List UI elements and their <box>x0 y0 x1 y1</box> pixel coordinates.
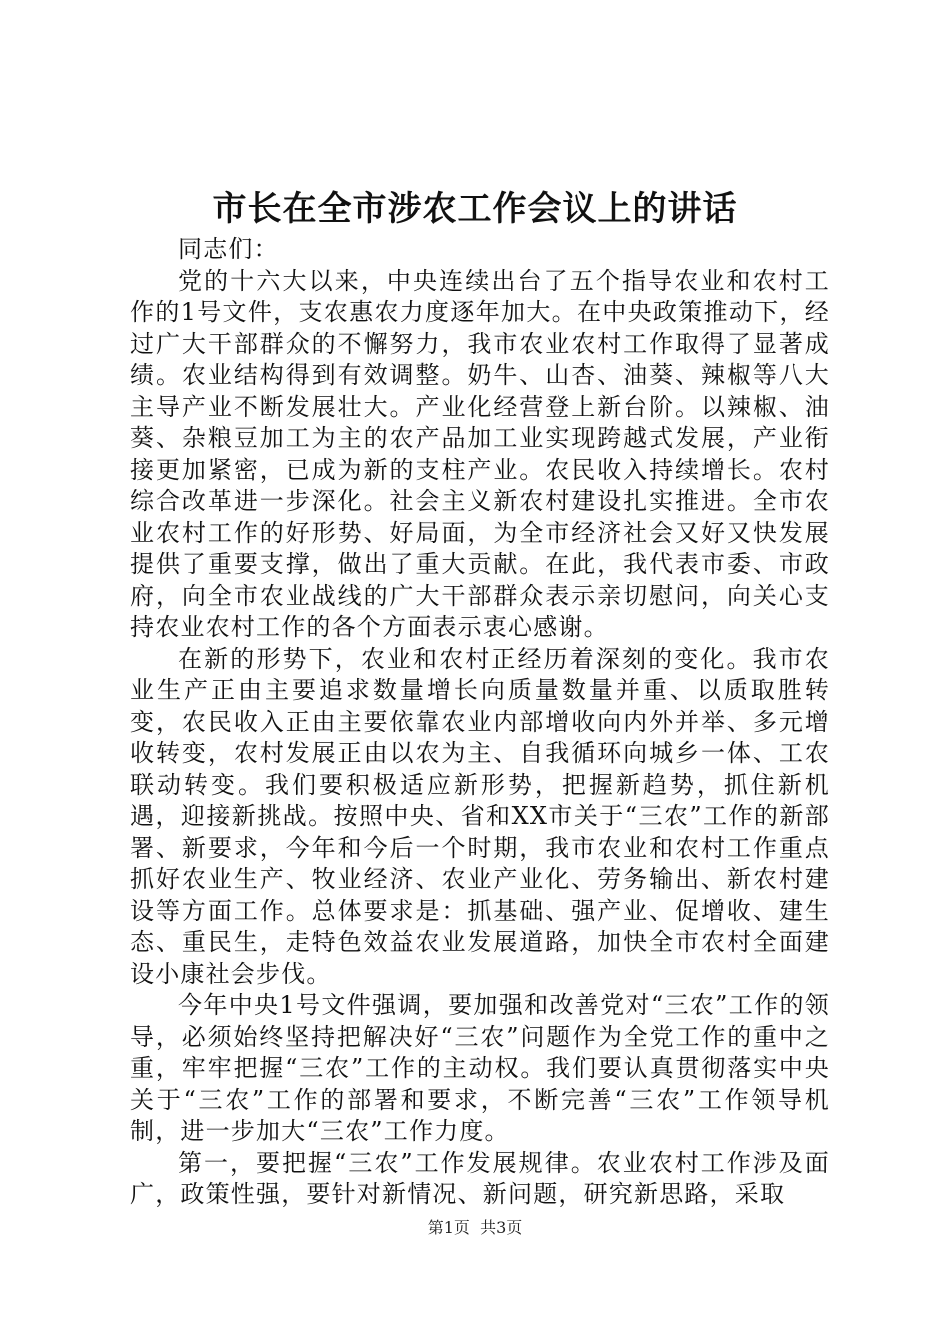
greeting: 同志们： <box>178 235 279 263</box>
paragraph: 党的十六大以来，中央连续出台了五个指导农业和农村工作的1号文件，支农惠农力度逐年加大。在中央政策推动下，经过广大干部群众的不懈努力，我市农业农村工作取得了显著成绩。农业结构得到有效调整。奶牛、山杏、油葵、辣椒等八大主导产业不断发展壮大。产业化经营登上新台阶。以辣椒、油葵、杂粮豆加工为主的农产品加工业实现跨越式发展，产业衔接更加紧密，已成为新的支柱产业。农民收入持续增长。农村综合改革进一步深化。社会主义新农村建设扎实推进。全市农业农村工作的好形势、好局面，为全市经济社会又好又快发展提供了重要支撑，做出了重大贡献。在此，我代表市委、市政府，向全市农业战线的广大干部群众表示亲切慰问，向关心支持农业农村工作的各个方面表示衷心感谢。 <box>130 266 830 641</box>
document-title: 市长在全市涉农工作会议上的讲话 <box>212 189 738 229</box>
paragraph: 第一，要把握“三农”工作发展规律。农业农村工作涉及面广，政策性强，要针对新情况、新问题，研究新思路，采取 <box>130 1148 830 1208</box>
page-number: 第1页 共3页 <box>427 1218 523 1237</box>
paragraph: 在新的形势下，农业和农村正经历着深刻的变化。我市农业生产正由主要追求数量增长向质量数量并重、以质取胜转变，农民收入正由主要依靠农业内部增收向内外并举、多元增收转变，农村发展正由以农为主、自我循环向城乡一体、工农联动转变。我们要积极适应新形势，把握新趋势，抓住新机遇，迎接新挑战。按照中央、省和XX市关于“三农”工作的新部署、新要求，今年和今后一个时期，我市农业和农村工作重点抓好农业生产、牧业经济、农业产业化、劳务输出、新农村建设等方面工作。总体要求是：抓基础、强产业、促增收、建生态、重民生，走特色效益农业发展道路，加快全市农村全面建设小康社会步伐。 <box>130 644 830 988</box>
document-body <box>130 234 830 1211</box>
paragraph: 今年中央1号文件强调，要加强和改善党对“三农”工作的领导，必须始终坚持把解决好“三农”问题作为全党工作的重中之重，牢牢把握“三农”工作的主动权。我们要认真贯彻落实中央关于“三农”工作的部署和要求，不断完善“三农”工作领导机制，进一步加大“三农”工作力度。 <box>130 991 830 1145</box>
page-footer <box>0 1217 950 1239</box>
